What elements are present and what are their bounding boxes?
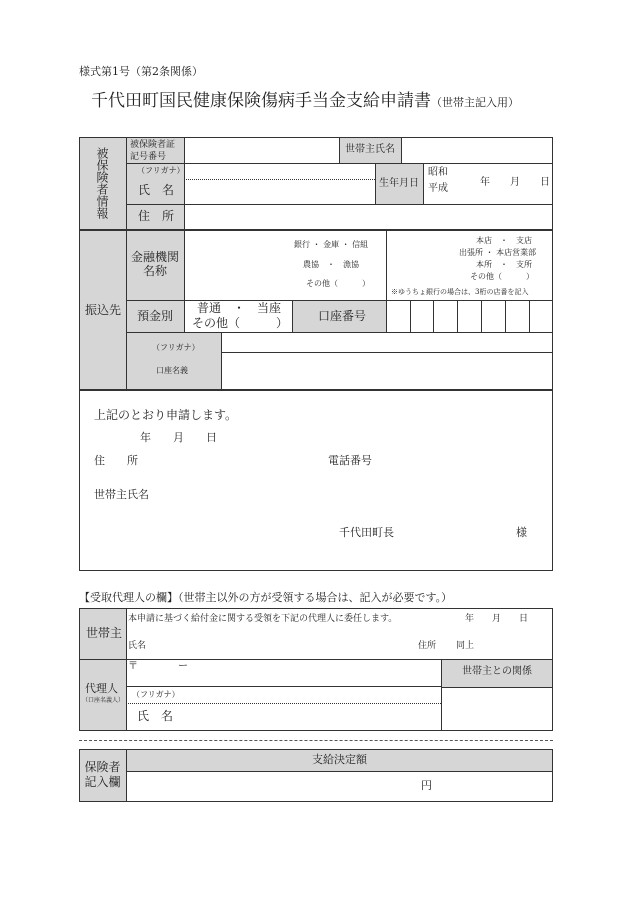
deposit-type-label: 預金別 (137, 309, 174, 323)
yen-unit: 円 (421, 779, 432, 792)
agent-sublabel: （口座名義人） (82, 697, 125, 704)
delegator-address-same: 同上 (456, 641, 475, 651)
institution-field[interactable] (185, 231, 385, 299)
form-number: 様式第1号（第2条関係） (79, 65, 203, 78)
householder-name-label: 世帯主氏名 (345, 144, 395, 155)
holder-field[interactable] (222, 333, 552, 389)
cut-line (79, 740, 553, 741)
page-title (91, 92, 519, 112)
agent-householder-label: 世帯主 (86, 626, 123, 640)
relation-label: 世帯主との関係 (462, 666, 532, 677)
address-label: 住 所 (138, 209, 175, 223)
title-text: 千代田町国民健康保険傷病手当金支給申請書 (91, 91, 431, 111)
name-label: 氏 名 (138, 183, 175, 197)
address-field[interactable] (185, 205, 552, 229)
householder-name-field[interactable] (402, 138, 552, 162)
era-heisei: 平成 (428, 183, 448, 194)
delegator-name-label: 氏名 (128, 641, 147, 651)
relation-field[interactable] (442, 688, 552, 730)
declaration-address-label: 住 所 (94, 454, 138, 467)
cert-number-label: 被保険者証記号番号 (130, 140, 176, 162)
declaration-date[interactable]: 年 月 日 (140, 431, 217, 444)
bank-types-1: 銀行 ・ 金庫 ・ 信組 (294, 240, 369, 249)
institution-label: 金融機関名称 (130, 250, 179, 278)
birth-day-unit: 日 (540, 177, 550, 188)
furigana-label: （フリガナ） (137, 166, 185, 175)
branch-types-3: 本所 ・ 支所 (476, 260, 532, 269)
birthdate-label: 生年月日 (379, 178, 419, 189)
delegator-address-label: 住所 (418, 641, 437, 651)
delegation-text: 本申請に基づく給付金に関する受領を下記の代理人に委任します。 (128, 614, 398, 624)
declaration-householder-label: 世帯主氏名 (94, 488, 149, 501)
deposit-options[interactable]: 普通 ・ 当座 (197, 301, 282, 315)
agent-label: 代理人 (85, 682, 118, 695)
holder-label: 口座名義 (156, 366, 188, 375)
name-field[interactable] (185, 164, 374, 203)
era-showa: 昭和 (428, 167, 448, 178)
declaration-text: 上記のとおり申請します。 (94, 408, 238, 422)
bank-section-label: 振込先 (85, 303, 122, 317)
birth-month-unit: 月 (510, 177, 520, 188)
honorific-sama: 様 (516, 526, 527, 539)
birth-year-unit: 年 (480, 177, 490, 188)
branch-types-4: その他（ ） (470, 272, 534, 281)
bank-types-3: その他（ ） (306, 279, 370, 288)
amount-field[interactable] (127, 772, 417, 801)
title-note: （世帯主記入用） (431, 96, 519, 109)
insurer-label: 保険者記入欄 (84, 760, 121, 789)
agent-furigana-label: （フリガナ） (132, 690, 180, 699)
branch-types-1: 本店 ・ 支店 (476, 236, 532, 245)
holder-furigana-label: （フリガナ） (152, 343, 200, 352)
account-number-field[interactable] (387, 301, 552, 331)
insured-section-label: 被保険者情報 (95, 147, 109, 219)
mayor-label: 千代田町長 (339, 526, 394, 539)
branch-types-2: 出張所 ・ 本店営業部 (459, 248, 537, 257)
cert-number-field[interactable] (185, 138, 338, 162)
agent-name-field[interactable] (200, 704, 440, 730)
agent-name-label: 氏 名 (137, 709, 174, 723)
yucho-note: ※ゆうちょ銀行の場合は、3桁の店番を記入 (391, 288, 529, 296)
bank-types-2: 農協 ・ 漁協 (303, 260, 359, 269)
account-number-label: 口座番号 (318, 309, 367, 323)
deposit-other[interactable]: その他（ ） (192, 316, 289, 330)
declaration-phone-label: 電話番号 (328, 454, 372, 467)
delegation-date[interactable]: 年 月 日 (465, 614, 529, 624)
agent-section-header: 【受取代理人の欄】（世帯主以外の方が受領する場合は、記入が必要です。） (79, 591, 453, 604)
amount-label: 支給決定額 (312, 753, 367, 766)
agent-postal[interactable]: 〒 ー (128, 661, 188, 672)
